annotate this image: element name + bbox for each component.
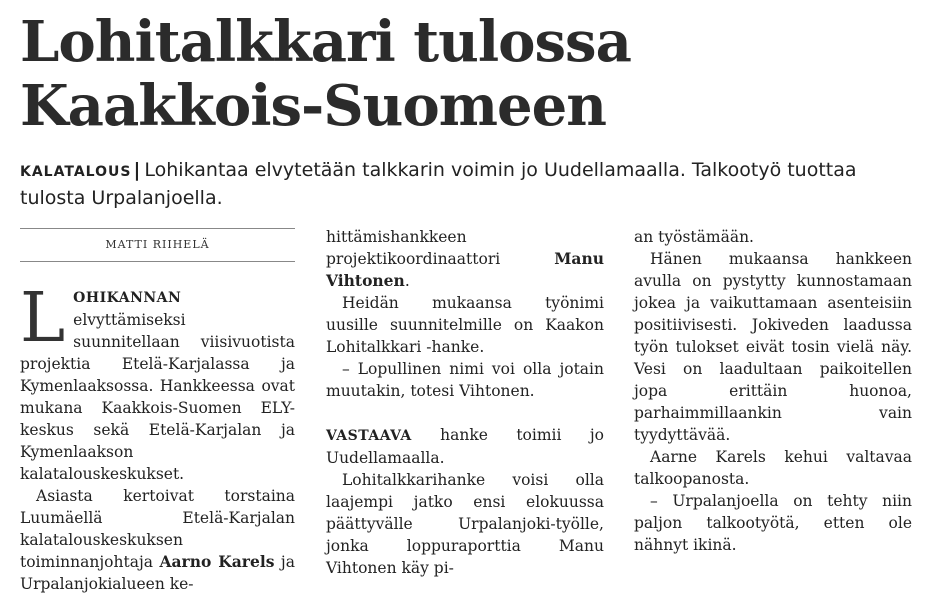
- headline-line-2: Kaakkois-Suomeen: [20, 73, 606, 139]
- subhead-caps-word: VASTAAVA: [326, 428, 412, 444]
- column3-paragraph-3: Aarne Karels kehui valtavaa talkoopanosta.: [634, 448, 912, 488]
- column2-paragraph-1: [326, 226, 604, 292]
- column3-paragraph-4: – Urpalanjoella on tehty niin paljon talkootyötä, etten ole nähnyt ikinä.: [634, 492, 912, 554]
- lead-paragraph: [20, 157, 880, 211]
- article-column-2: [326, 226, 604, 579]
- column1-paragraph-1: [20, 279, 295, 485]
- column3-paragraph-2: Hänen mukaansa hankkeen avulla on pystytty kunnostamaan jokea ja vaikuttamaan asenteisiin positiivisesti. Jokiveden laadussa työn tulokset eivät tosin vielä näy. Vesi on laadultaan paikoitellen jopa erittäin huonoa, parhaimmillaankin vain tyydyttävää.: [634, 250, 912, 444]
- dropcap-letter: L: [20, 279, 66, 358]
- headline: [20, 10, 720, 138]
- person-name-vihtonen: Manu Vihtonen: [326, 249, 604, 290]
- person-name-karels: Aarno Karels: [159, 552, 275, 571]
- column2-p1-end: .: [404, 272, 410, 290]
- article-column-3: [634, 226, 912, 556]
- column2-paragraph-5: Lohitalkkarihanke voisi olla laajempi jatko ensi elokuussa päättyvälle Urpalanjoki-työlle, jonka loppuraporttia Manu Vihtonen käy pi-: [326, 471, 604, 577]
- column2-p4-text: hanke toimii jo Uudellamaalla.: [326, 426, 604, 467]
- column2-paragraph-2: Heidän mukaansa työnimi uusille suunnitelmille on Kaakon Lohitalkkari -hanke.: [326, 294, 604, 356]
- column1-p2-start: Asiasta kertoivat torstaina Luumäellä Etelä-Karjalan kalatalouskeskuksen toiminnanjohtaja: [20, 487, 295, 571]
- section-kicker: KALATALOUS: [20, 164, 132, 180]
- article-column-1: [20, 228, 295, 595]
- column1-p2-end: ja Urpalanjokialueen ke-: [20, 553, 295, 593]
- column2-paragraph-3: – Lopullinen nimi voi olla jotain muutakin, totesi Vihtonen.: [326, 360, 604, 400]
- column1-p1-text: elvyttämiseksi suunnitellaan viisivuotista projektia Etelä-Karjalassa ja Kymenlaaksossa. Hankkeessa ovat mukana Kaakkois-Suomen ELY-keskus sekä Etelä-Karjalan ja Kymenlaakson kalatalouskeskukset.: [20, 311, 295, 483]
- lead-text: Lohikantaa elvytetään talkkarin voimin jo Uudellamaalla. Talkootyö tuottaa tulosta Urpalanjoella.: [20, 159, 857, 209]
- byline-author: MATTI RIIHELÄ: [105, 238, 210, 251]
- byline: [20, 228, 295, 262]
- lead-caps-word: OHIKANNAN: [73, 290, 182, 306]
- column3-paragraph-1: an työstämään.: [634, 228, 754, 246]
- kicker-separator: |: [133, 159, 141, 181]
- column2-paragraph-4: [326, 424, 604, 469]
- headline-line-1: Lohitalkkari tulossa: [20, 9, 631, 75]
- column2-p1-start: hittämishankkeen projektikoordinaattori: [326, 228, 555, 268]
- column1-paragraph-2: [20, 485, 295, 595]
